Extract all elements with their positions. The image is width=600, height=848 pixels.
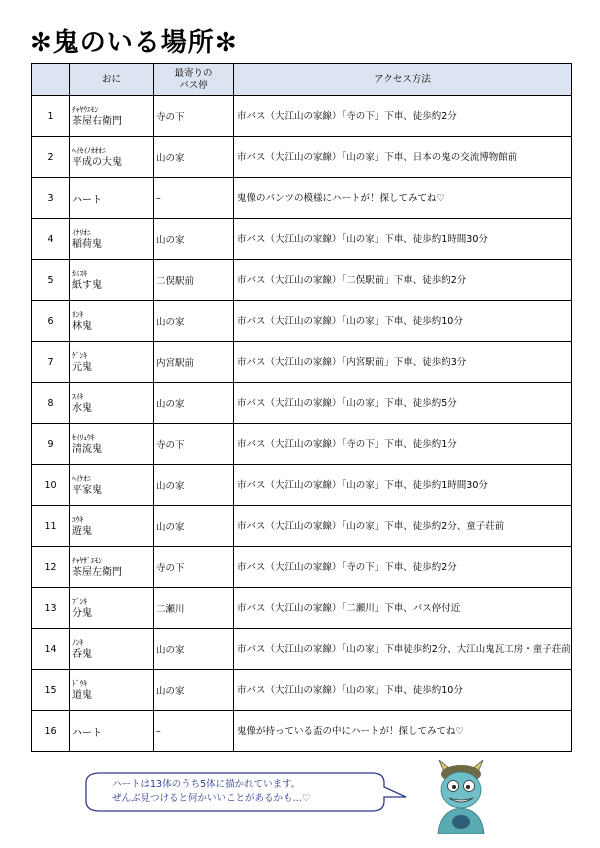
oni-name: ハート	[72, 194, 102, 206]
row-number: 15	[32, 670, 70, 711]
table-row	[32, 547, 572, 588]
table-row	[32, 219, 572, 260]
table-row	[32, 342, 572, 383]
speech-line-2: ぜんぶ見つけると何かいいことがあるかも…♡	[112, 793, 311, 804]
speech-text	[112, 778, 392, 806]
page-title	[30, 22, 238, 59]
row-number: 5	[32, 260, 70, 301]
oni-name-kana: ｽｲｷ	[72, 391, 84, 401]
oni-name-cell	[70, 301, 154, 342]
table-row	[32, 424, 572, 465]
oni-mascot-icon	[430, 758, 492, 834]
access-cell: 市バス（大江山の家線）「内宮駅前」下車、徒歩約3分	[234, 342, 572, 383]
access-cell: 市バス（大江山の家線）「二瀬川」下車、バス停付近	[234, 588, 572, 629]
bus-stop-cell: 山の家	[154, 506, 234, 547]
asterisk-icon: ✻	[214, 28, 238, 58]
bus-stop-cell: 山の家	[154, 670, 234, 711]
oni-name: 清流鬼	[72, 443, 102, 455]
bus-stop-cell: –	[154, 178, 234, 219]
row-number: 13	[32, 588, 70, 629]
oni-location-table	[31, 63, 572, 752]
table-row	[32, 301, 572, 342]
table-row	[32, 260, 572, 301]
bus-stop-cell: 内宮駅前	[154, 342, 234, 383]
access-cell: 市バス（大江山の家線）「山の家」下車、徒歩約10分	[234, 301, 572, 342]
oni-name-kana: ｹﾞﾝｷ	[72, 350, 87, 360]
asterisk-icon: ✻	[30, 28, 53, 58]
table-row	[32, 629, 572, 670]
oni-name: ハート	[72, 727, 102, 739]
table-row	[32, 588, 572, 629]
oni-name-kana: ﾕｳｷ	[72, 514, 84, 524]
page-title-text: 鬼のいる場所	[52, 28, 215, 58]
access-cell: 市バス（大江山の家線）「山の家」下車、日本の鬼の交流博物館前	[234, 137, 572, 178]
row-number: 11	[32, 506, 70, 547]
oni-name-kana: ｲﾅﾘｵﾆ	[72, 227, 91, 237]
oni-name-cell	[70, 137, 154, 178]
access-cell: 市バス（大江山の家線）「二俣駅前」下車、徒歩約2分	[234, 260, 572, 301]
bus-stop-cell: 二瀬川	[154, 588, 234, 629]
row-number: 16	[32, 711, 70, 752]
oni-name-cell	[70, 465, 154, 506]
oni-name-cell	[70, 547, 154, 588]
access-cell: 市バス（大江山の家線）「寺の下」下車、徒歩約1分	[234, 424, 572, 465]
oni-name-kana: ﾄﾞｳｷ	[72, 678, 87, 688]
bus-stop-cell: 寺の下	[154, 547, 234, 588]
access-cell: 市バス（大江山の家線）「山の家」下車、徒歩約5分	[234, 383, 572, 424]
row-number: 14	[32, 629, 70, 670]
header-number	[32, 64, 70, 96]
access-cell: 市バス（大江山の家線）「山の家」下車、徒歩約1時間30分	[234, 219, 572, 260]
table-row	[32, 711, 572, 752]
access-cell: 鬼像のパンツの模様にハートが！探してみてね♡	[234, 178, 572, 219]
row-number: 12	[32, 547, 70, 588]
row-number: 8	[32, 383, 70, 424]
oni-name: 平成の大鬼	[72, 156, 122, 168]
table-header-row	[32, 64, 572, 96]
header-access: アクセス方法	[234, 64, 572, 96]
bus-stop-cell: 山の家	[154, 629, 234, 670]
header-oni: おに	[70, 64, 154, 96]
oni-name-kana: ﾍｲｾｲﾉｵｵｵﾆ	[72, 145, 106, 155]
oni-name: 道鬼	[72, 689, 92, 701]
access-cell: 市バス（大江山の家線）「山の家」下車、徒歩約1時間30分	[234, 465, 572, 506]
table-row	[32, 137, 572, 178]
oni-name-cell	[70, 424, 154, 465]
oni-name-kana: ｶﾐｽｷ	[72, 268, 87, 278]
bus-stop-cell: 寺の下	[154, 424, 234, 465]
oni-name-cell	[70, 342, 154, 383]
header-bus-stop-line1: 最寄りの	[174, 67, 213, 79]
oni-name: 茶屋右衛門	[72, 115, 122, 127]
row-number: 2	[32, 137, 70, 178]
oni-name: 稲荷鬼	[72, 238, 102, 250]
row-number: 10	[32, 465, 70, 506]
oni-name-cell	[70, 383, 154, 424]
oni-name: 分鬼	[72, 607, 92, 619]
table-row	[32, 670, 572, 711]
row-number: 6	[32, 301, 70, 342]
oni-name: 呑鬼	[72, 648, 92, 660]
oni-name-kana: ﾁｬﾔｳｴﾓﾝ	[72, 104, 99, 114]
header-bus-stop	[154, 64, 234, 96]
oni-name-kana: ﾍｲｹｵﾆ	[72, 473, 91, 483]
bus-stop-cell: 山の家	[154, 219, 234, 260]
oni-name-cell	[70, 629, 154, 670]
oni-name-kana: ﾁｬﾔｻﾞｴﾓﾝ	[72, 555, 102, 565]
oni-name: 遊鬼	[72, 525, 92, 537]
table-row	[32, 465, 572, 506]
oni-name: 茶屋左衛門	[72, 566, 122, 578]
speech-bubble	[80, 771, 412, 813]
access-cell: 市バス（大江山の家線）「山の家」下車徒歩約2分、大江山鬼瓦工房・童子荘前	[234, 629, 572, 670]
oni-name-cell	[70, 219, 154, 260]
table-row	[32, 383, 572, 424]
oni-name: 元鬼	[72, 361, 92, 373]
bus-stop-cell: –	[154, 711, 234, 752]
table-row	[32, 506, 572, 547]
oni-name-cell	[70, 178, 154, 219]
oni-name-cell	[70, 711, 154, 752]
access-cell: 市バス（大江山の家線）「寺の下」下車、徒歩約2分	[234, 547, 572, 588]
table-row	[32, 96, 572, 137]
oni-name: 林鬼	[72, 320, 92, 332]
access-cell: 市バス（大江山の家線）「寺の下」下車、徒歩約2分	[234, 96, 572, 137]
access-cell: 鬼像が持っている盃の中にハートが！探してみてね♡	[234, 711, 572, 752]
bus-stop-cell: 寺の下	[154, 96, 234, 137]
oni-name-cell	[70, 96, 154, 137]
row-number: 4	[32, 219, 70, 260]
oni-name-kana: ｾｲﾘｭｳｷ	[72, 432, 95, 442]
row-number: 9	[32, 424, 70, 465]
access-cell: 市バス（大江山の家線）「山の家」下車、徒歩約2分、童子荘前	[234, 506, 572, 547]
oni-name: 水鬼	[72, 402, 92, 414]
oni-name: 紙す鬼	[72, 279, 102, 291]
oni-name-kana: ﾌﾞﾝｷ	[72, 596, 87, 606]
bus-stop-cell: 山の家	[154, 301, 234, 342]
row-number: 3	[32, 178, 70, 219]
bus-stop-cell: 二俣駅前	[154, 260, 234, 301]
table-row	[32, 178, 572, 219]
oni-name-kana: ﾘﾝｷ	[72, 309, 84, 319]
bus-stop-cell: 山の家	[154, 465, 234, 506]
oni-name-cell	[70, 506, 154, 547]
oni-name-cell	[70, 260, 154, 301]
oni-name-cell	[70, 588, 154, 629]
row-number: 1	[32, 96, 70, 137]
bus-stop-cell: 山の家	[154, 137, 234, 178]
row-number: 7	[32, 342, 70, 383]
oni-name: 平家鬼	[72, 484, 102, 496]
header-bus-stop-line2: バス停	[179, 79, 208, 91]
oni-name-kana: ﾉﾝｷ	[72, 637, 84, 647]
oni-name-cell	[70, 670, 154, 711]
bus-stop-cell: 山の家	[154, 383, 234, 424]
access-cell: 市バス（大江山の家線）「山の家」下車、徒歩約10分	[234, 670, 572, 711]
speech-line-1: ハートは13体のうち5体に描かれています。	[112, 779, 301, 790]
